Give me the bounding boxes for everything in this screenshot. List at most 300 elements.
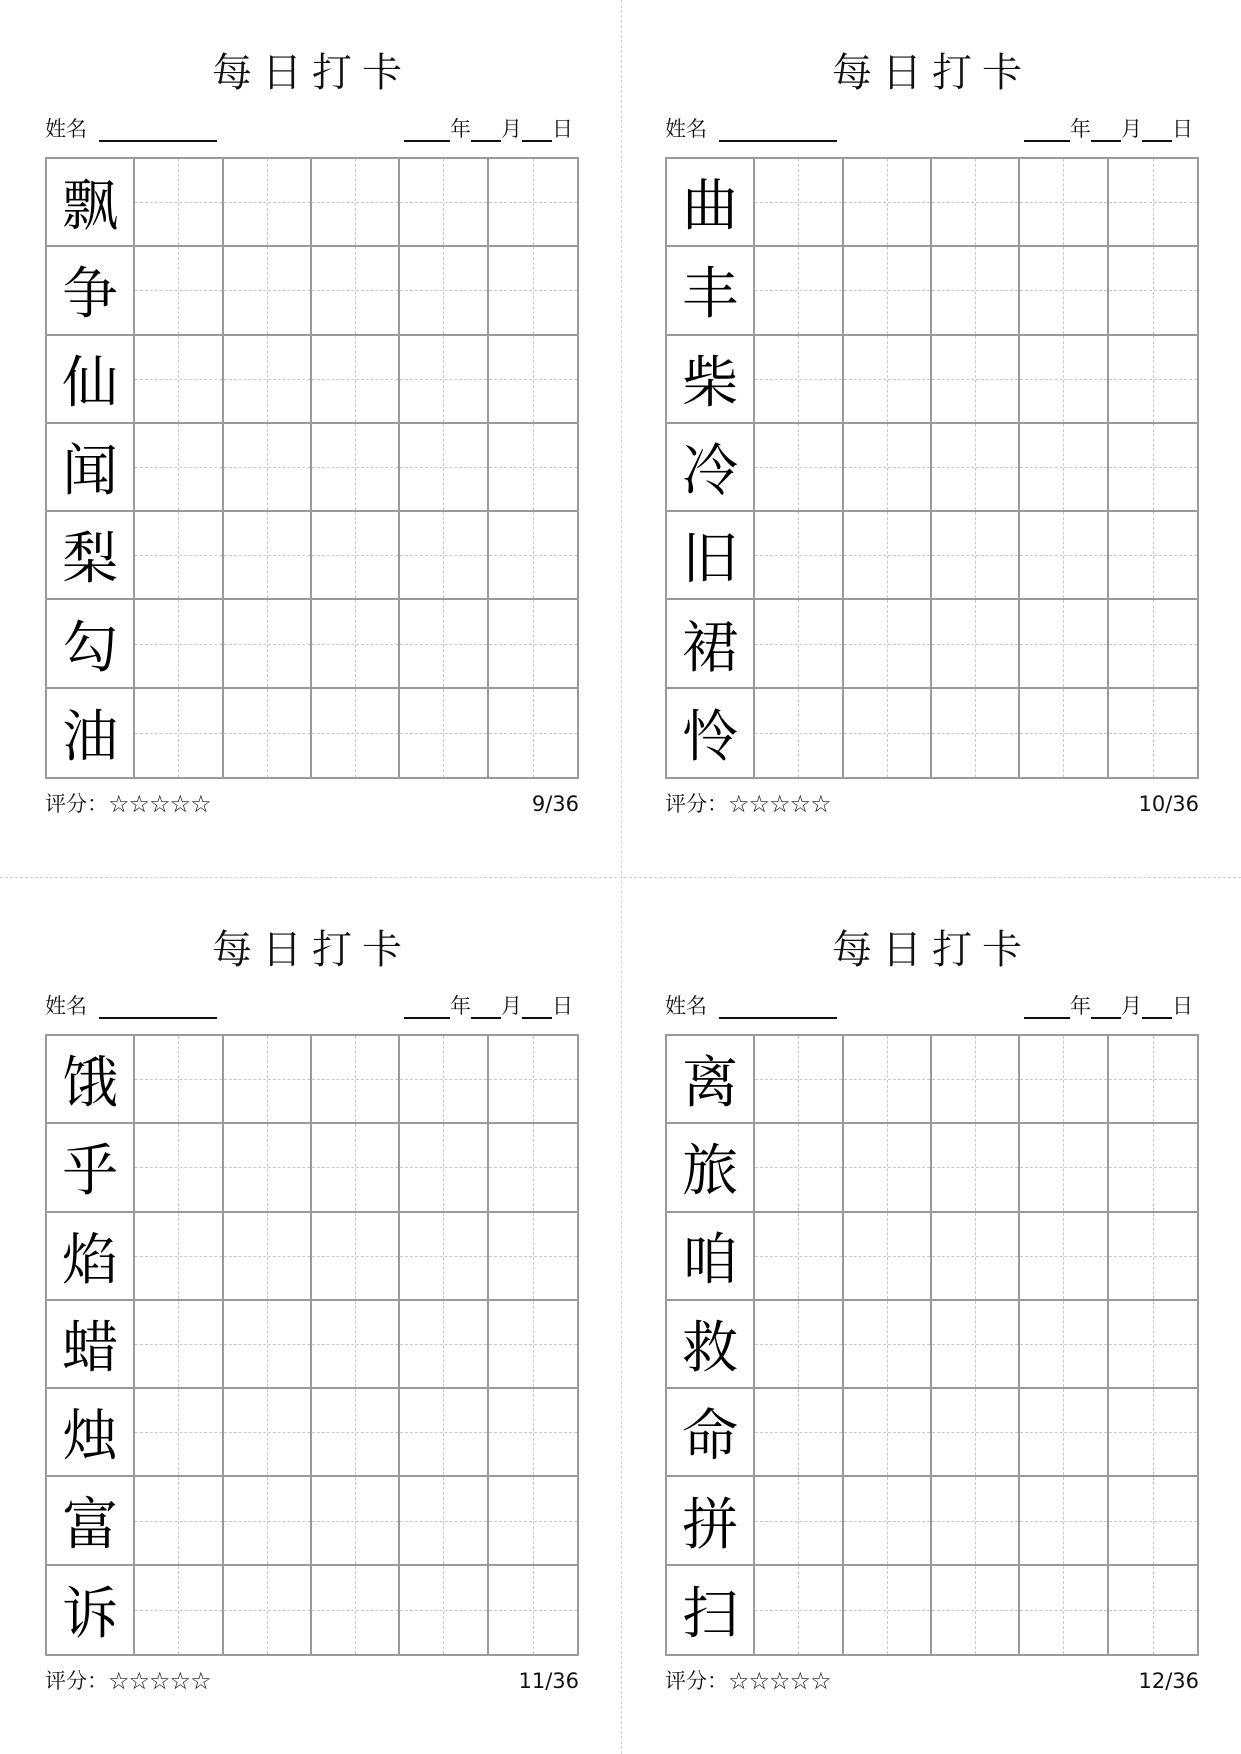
practice-cell[interactable]: [1020, 1477, 1108, 1565]
model-character: 飘: [62, 174, 119, 240]
practice-cell[interactable]: [1109, 247, 1197, 335]
practice-cell[interactable]: [1020, 1124, 1108, 1212]
guide-line-horizontal: [755, 1079, 841, 1080]
practice-cell[interactable]: [400, 512, 488, 600]
practice-cell[interactable]: [135, 1213, 223, 1301]
practice-cell[interactable]: [224, 600, 312, 688]
guide-line-horizontal: [932, 644, 1018, 645]
page-number: 9/36: [531, 792, 579, 816]
guide-line-horizontal: [312, 1079, 398, 1080]
guide-line-horizontal: [1109, 290, 1197, 291]
tianzige-grid: [45, 157, 579, 779]
practice-cell[interactable]: [135, 1477, 223, 1565]
guide-line-horizontal: [312, 1521, 398, 1522]
model-character-cell: [47, 689, 135, 777]
practice-cell[interactable]: [312, 159, 400, 247]
practice-cell[interactable]: [224, 1036, 312, 1124]
practice-cell[interactable]: [755, 1124, 843, 1212]
practice-cell[interactable]: [1020, 247, 1108, 335]
practice-cell[interactable]: [932, 1389, 1020, 1477]
guide-line-horizontal: [135, 1521, 221, 1522]
practice-cell[interactable]: [844, 1213, 932, 1301]
practice-cell[interactable]: [755, 1389, 843, 1477]
day-label: 日: [552, 117, 573, 141]
day-label: 日: [552, 994, 573, 1018]
guide-line-horizontal: [1020, 467, 1106, 468]
model-character: 富: [62, 1492, 119, 1558]
guide-line-horizontal: [312, 733, 398, 734]
guide-line-horizontal: [224, 1432, 310, 1433]
practice-cell[interactable]: [1109, 1477, 1197, 1565]
model-character-cell: [47, 1389, 135, 1477]
model-character-cell: [47, 159, 135, 247]
practice-cell[interactable]: [312, 424, 400, 512]
guide-line-horizontal: [844, 379, 930, 380]
practice-cell[interactable]: [844, 600, 932, 688]
name-label: 姓名: [665, 994, 707, 1018]
practice-cell[interactable]: [932, 159, 1020, 247]
name-field[interactable]: [99, 140, 217, 142]
sheet-title: 每日打卡: [212, 927, 412, 973]
star-rating-icon[interactable]: ☆☆☆☆☆: [728, 790, 831, 818]
practice-cell[interactable]: [312, 336, 400, 424]
guide-line-horizontal: [1109, 202, 1197, 203]
practice-cell[interactable]: [1109, 424, 1197, 512]
practice-cell[interactable]: [489, 1213, 577, 1301]
practice-cell[interactable]: [755, 1566, 843, 1654]
practice-cell[interactable]: [932, 512, 1020, 600]
model-character: 拼: [682, 1492, 739, 1558]
guide-line-horizontal: [1109, 1256, 1197, 1257]
practice-cell[interactable]: [1020, 689, 1108, 777]
month-field[interactable]: [471, 116, 501, 142]
model-character: 乎: [62, 1139, 119, 1205]
practice-cell[interactable]: [1109, 512, 1197, 600]
guide-line-horizontal: [755, 733, 841, 734]
model-character-cell: [47, 1566, 135, 1654]
model-character: 曲: [682, 174, 739, 240]
date-row: [404, 993, 573, 1019]
practice-cell[interactable]: [932, 1124, 1020, 1212]
guide-line-horizontal: [400, 644, 486, 645]
guide-line-horizontal: [135, 290, 221, 291]
practice-cell[interactable]: [1109, 159, 1197, 247]
practice-cell[interactable]: [489, 689, 577, 777]
model-character: 救: [682, 1315, 739, 1381]
practice-cell[interactable]: [844, 336, 932, 424]
practice-cell[interactable]: [400, 336, 488, 424]
model-character: 诉: [62, 1581, 119, 1647]
practice-cell[interactable]: [489, 424, 577, 512]
day-field[interactable]: [1142, 116, 1172, 142]
month-field[interactable]: [1091, 993, 1121, 1019]
guide-line-horizontal: [224, 644, 310, 645]
guide-line-horizontal: [224, 1610, 310, 1611]
practice-cell[interactable]: [1109, 600, 1197, 688]
guide-line-horizontal: [224, 290, 310, 291]
practice-cell[interactable]: [489, 1389, 577, 1477]
practice-cell[interactable]: [1109, 1301, 1197, 1389]
guide-line-horizontal: [400, 1521, 486, 1522]
year-field[interactable]: [404, 116, 450, 142]
guide-line-horizontal: [312, 1432, 398, 1433]
star-rating-icon[interactable]: ☆☆☆☆☆: [108, 790, 211, 818]
guide-line-horizontal: [755, 379, 841, 380]
guide-line-horizontal: [135, 1344, 221, 1345]
practice-cell[interactable]: [1020, 424, 1108, 512]
score-row: [45, 790, 211, 818]
practice-cell[interactable]: [755, 512, 843, 600]
practice-cell[interactable]: [844, 512, 932, 600]
practice-cell[interactable]: [1109, 1213, 1197, 1301]
practice-cell[interactable]: [1020, 1301, 1108, 1389]
guide-line-horizontal: [755, 555, 841, 556]
practice-cell[interactable]: [489, 159, 577, 247]
practice-cell[interactable]: [489, 1477, 577, 1565]
practice-cell[interactable]: [400, 247, 488, 335]
practice-cell[interactable]: [135, 1389, 223, 1477]
date-row: [404, 116, 573, 142]
guide-line-horizontal: [1109, 467, 1197, 468]
practice-cell[interactable]: [932, 1477, 1020, 1565]
practice-cell[interactable]: [135, 159, 223, 247]
guide-line-horizontal: [489, 1167, 577, 1168]
practice-cell[interactable]: [755, 1036, 843, 1124]
practice-cell[interactable]: [312, 1477, 400, 1565]
month-field[interactable]: [471, 993, 501, 1019]
model-character-cell: [47, 424, 135, 512]
guide-line-horizontal: [400, 1167, 486, 1168]
year-label: 年: [1070, 994, 1091, 1018]
practice-cell[interactable]: [135, 1124, 223, 1212]
model-character-cell: [667, 1124, 755, 1212]
practice-cell[interactable]: [1109, 1036, 1197, 1124]
practice-cell[interactable]: [1020, 600, 1108, 688]
practice-cell[interactable]: [135, 512, 223, 600]
practice-cell[interactable]: [224, 512, 312, 600]
model-character: 命: [682, 1404, 739, 1470]
practice-cell[interactable]: [400, 1301, 488, 1389]
practice-cell[interactable]: [489, 1036, 577, 1124]
guide-line-horizontal: [844, 1432, 930, 1433]
practice-cell[interactable]: [844, 1566, 932, 1654]
practice-cell[interactable]: [932, 336, 1020, 424]
model-character-cell: [667, 689, 755, 777]
guide-line-horizontal: [1109, 1079, 1197, 1080]
practice-cell[interactable]: [135, 1301, 223, 1389]
sheet-title: 每日打卡: [832, 927, 1032, 973]
guide-line-horizontal: [932, 1432, 1018, 1433]
guide-line-horizontal: [135, 1432, 221, 1433]
practice-cell[interactable]: [1020, 1389, 1108, 1477]
guide-line-horizontal: [312, 202, 398, 203]
tianzige-grid: [45, 1034, 579, 1656]
practice-cell[interactable]: [224, 159, 312, 247]
model-character: 冷: [682, 438, 739, 504]
practice-cell[interactable]: [400, 600, 488, 688]
guide-line-horizontal: [932, 1344, 1018, 1345]
practice-cell[interactable]: [489, 336, 577, 424]
practice-cell[interactable]: [755, 689, 843, 777]
guide-line-horizontal: [400, 1610, 486, 1611]
practice-cell[interactable]: [135, 689, 223, 777]
practice-cell[interactable]: [844, 689, 932, 777]
guide-line-horizontal: [135, 379, 221, 380]
practice-cell[interactable]: [489, 512, 577, 600]
year-field[interactable]: [1024, 116, 1070, 142]
practice-cell[interactable]: [224, 336, 312, 424]
guide-line-horizontal: [1020, 1521, 1106, 1522]
guide-line-horizontal: [400, 733, 486, 734]
practice-cell[interactable]: [400, 1036, 488, 1124]
practice-cell[interactable]: [224, 1124, 312, 1212]
name-label: 姓名: [45, 117, 87, 141]
day-label: 日: [1172, 117, 1193, 141]
practice-cell[interactable]: [224, 1477, 312, 1565]
practice-cell[interactable]: [844, 1301, 932, 1389]
practice-cell[interactable]: [1020, 1213, 1108, 1301]
practice-cell[interactable]: [844, 159, 932, 247]
practice-cell[interactable]: [489, 247, 577, 335]
practice-cell[interactable]: [1109, 336, 1197, 424]
guide-line-horizontal: [755, 1610, 841, 1611]
practice-cell[interactable]: [489, 1124, 577, 1212]
month-field[interactable]: [1091, 116, 1121, 142]
score-label: 评分：: [45, 792, 108, 816]
practice-cell[interactable]: [312, 1036, 400, 1124]
practice-cell[interactable]: [844, 1389, 932, 1477]
practice-cell[interactable]: [755, 247, 843, 335]
practice-cell[interactable]: [224, 247, 312, 335]
practice-cell[interactable]: [312, 1389, 400, 1477]
guide-line-horizontal: [1020, 1344, 1106, 1345]
practice-cell[interactable]: [224, 1566, 312, 1654]
practice-cell[interactable]: [1109, 1124, 1197, 1212]
practice-cell[interactable]: [400, 1213, 488, 1301]
model-character: 油: [62, 704, 119, 770]
practice-cell[interactable]: [844, 1124, 932, 1212]
guide-line-horizontal: [1109, 1521, 1197, 1522]
score-label: 评分：: [665, 792, 728, 816]
model-character: 旧: [682, 527, 739, 593]
guide-line-horizontal: [489, 1610, 577, 1611]
sheet-title: 每日打卡: [212, 50, 412, 96]
practice-cell[interactable]: [844, 1036, 932, 1124]
practice-cell[interactable]: [932, 1566, 1020, 1654]
practice-cell[interactable]: [312, 600, 400, 688]
practice-cell[interactable]: [224, 424, 312, 512]
practice-cell[interactable]: [755, 1213, 843, 1301]
guide-line-horizontal: [1020, 290, 1106, 291]
practice-cell[interactable]: [400, 159, 488, 247]
practice-cell[interactable]: [135, 600, 223, 688]
guide-line-horizontal: [400, 1344, 486, 1345]
guide-line-horizontal: [135, 467, 221, 468]
guide-line-horizontal: [844, 1610, 930, 1611]
guide-line-horizontal: [755, 1167, 841, 1168]
practice-cell[interactable]: [224, 1389, 312, 1477]
practice-cell[interactable]: [844, 247, 932, 335]
practice-cell[interactable]: [489, 1301, 577, 1389]
score-row: [665, 1667, 831, 1695]
practice-cell[interactable]: [400, 1124, 488, 1212]
practice-cell[interactable]: [312, 1213, 400, 1301]
guide-line-horizontal: [844, 1079, 930, 1080]
day-field[interactable]: [522, 116, 552, 142]
practice-cell[interactable]: [755, 1301, 843, 1389]
guide-line-horizontal: [224, 379, 310, 380]
guide-line-horizontal: [932, 379, 1018, 380]
practice-cell[interactable]: [312, 1566, 400, 1654]
guide-line-horizontal: [312, 1610, 398, 1611]
score-label: 评分：: [665, 1669, 728, 1693]
practice-cell[interactable]: [1020, 512, 1108, 600]
guide-line-horizontal: [1020, 733, 1106, 734]
practice-cell[interactable]: [755, 336, 843, 424]
name-label: 姓名: [665, 117, 707, 141]
model-character-cell: [47, 512, 135, 600]
guide-line-horizontal: [135, 644, 221, 645]
practice-cell[interactable]: [932, 600, 1020, 688]
name-field[interactable]: [99, 1017, 217, 1019]
practice-cell[interactable]: [400, 1389, 488, 1477]
practice-cell[interactable]: [932, 1213, 1020, 1301]
star-rating-icon[interactable]: ☆☆☆☆☆: [108, 1667, 211, 1695]
guide-line-horizontal: [135, 1167, 221, 1168]
guide-line-horizontal: [755, 1344, 841, 1345]
guide-line-horizontal: [1109, 644, 1197, 645]
practice-cell[interactable]: [312, 689, 400, 777]
day-label: 日: [1172, 994, 1193, 1018]
practice-cell[interactable]: [1020, 336, 1108, 424]
model-character-cell: [667, 1036, 755, 1124]
sheet-title: 每日打卡: [832, 50, 1032, 96]
practice-cell[interactable]: [755, 600, 843, 688]
practice-cell[interactable]: [755, 1477, 843, 1565]
practice-cell[interactable]: [489, 600, 577, 688]
practice-cell[interactable]: [400, 424, 488, 512]
guide-line-horizontal: [489, 1079, 577, 1080]
practice-sheet: [45, 0, 579, 818]
practice-cell[interactable]: [224, 689, 312, 777]
name-label: 姓名: [45, 994, 87, 1018]
year-label: 年: [1070, 117, 1091, 141]
practice-cell[interactable]: [400, 1566, 488, 1654]
guide-line-horizontal: [844, 1256, 930, 1257]
practice-cell[interactable]: [312, 1124, 400, 1212]
guide-line-horizontal: [932, 202, 1018, 203]
practice-sheet: [45, 877, 579, 1695]
page-number: 12/36: [1138, 1669, 1199, 1693]
model-character-cell: [667, 1389, 755, 1477]
practice-cell[interactable]: [224, 1301, 312, 1389]
day-field[interactable]: [522, 993, 552, 1019]
practice-cell[interactable]: [312, 247, 400, 335]
guide-line-horizontal: [224, 1167, 310, 1168]
guide-line-horizontal: [1020, 1432, 1106, 1433]
guide-line-horizontal: [844, 467, 930, 468]
practice-cell[interactable]: [1109, 1566, 1197, 1654]
guide-line-horizontal: [1020, 1079, 1106, 1080]
practice-cell[interactable]: [1109, 689, 1197, 777]
practice-cell[interactable]: [135, 1566, 223, 1654]
star-rating-icon[interactable]: ☆☆☆☆☆: [728, 1667, 831, 1695]
practice-cell[interactable]: [135, 424, 223, 512]
guide-line-horizontal: [312, 1344, 398, 1345]
practice-cell[interactable]: [932, 689, 1020, 777]
practice-cell[interactable]: [135, 1036, 223, 1124]
guide-line-horizontal: [489, 555, 577, 556]
practice-cell[interactable]: [1020, 1036, 1108, 1124]
model-character-cell: [47, 1213, 135, 1301]
model-character-cell: [47, 336, 135, 424]
guide-line-horizontal: [1020, 202, 1106, 203]
guide-line-horizontal: [135, 1256, 221, 1257]
model-character: 勾: [62, 615, 119, 681]
name-field[interactable]: [719, 140, 837, 142]
practice-cell[interactable]: [844, 1477, 932, 1565]
practice-cell[interactable]: [932, 424, 1020, 512]
practice-cell[interactable]: [400, 1477, 488, 1565]
model-character-cell: [667, 336, 755, 424]
tianzige-grid: [665, 1034, 1199, 1656]
model-character: 丰: [682, 262, 739, 328]
practice-cell[interactable]: [932, 247, 1020, 335]
guide-line-horizontal: [755, 1256, 841, 1257]
practice-cell[interactable]: [135, 336, 223, 424]
practice-cell[interactable]: [489, 1566, 577, 1654]
model-character: 离: [682, 1051, 739, 1117]
model-character: 柴: [682, 350, 739, 416]
guide-line-horizontal: [489, 1521, 577, 1522]
practice-cell[interactable]: [932, 1036, 1020, 1124]
guide-line-horizontal: [489, 1344, 577, 1345]
practice-cell[interactable]: [1020, 159, 1108, 247]
year-field[interactable]: [1024, 993, 1070, 1019]
year-field[interactable]: [404, 993, 450, 1019]
guide-line-horizontal: [844, 733, 930, 734]
practice-cell[interactable]: [755, 424, 843, 512]
day-field[interactable]: [1142, 993, 1172, 1019]
guide-line-horizontal: [312, 555, 398, 556]
month-label: 月: [1121, 994, 1142, 1018]
model-character-cell: [667, 512, 755, 600]
practice-cell[interactable]: [224, 1213, 312, 1301]
practice-cell[interactable]: [1020, 1566, 1108, 1654]
practice-cell[interactable]: [755, 159, 843, 247]
practice-cell[interactable]: [844, 424, 932, 512]
practice-cell[interactable]: [135, 247, 223, 335]
model-character: 蜡: [62, 1315, 119, 1381]
practice-cell[interactable]: [1109, 1389, 1197, 1477]
month-label: 月: [1121, 117, 1142, 141]
page-number: 11/36: [518, 1669, 579, 1693]
guide-line-horizontal: [755, 1432, 841, 1433]
practice-cell[interactable]: [932, 1301, 1020, 1389]
practice-cell[interactable]: [312, 1301, 400, 1389]
model-character-cell: [47, 1477, 135, 1565]
model-character-cell: [667, 1213, 755, 1301]
name-field[interactable]: [719, 1017, 837, 1019]
model-character-cell: [47, 1036, 135, 1124]
guide-line-horizontal: [1109, 555, 1197, 556]
model-character-cell: [667, 159, 755, 247]
practice-cell[interactable]: [312, 512, 400, 600]
practice-cell[interactable]: [400, 689, 488, 777]
month-label: 月: [501, 117, 522, 141]
guide-line-horizontal: [844, 555, 930, 556]
date-row: [1024, 116, 1193, 142]
